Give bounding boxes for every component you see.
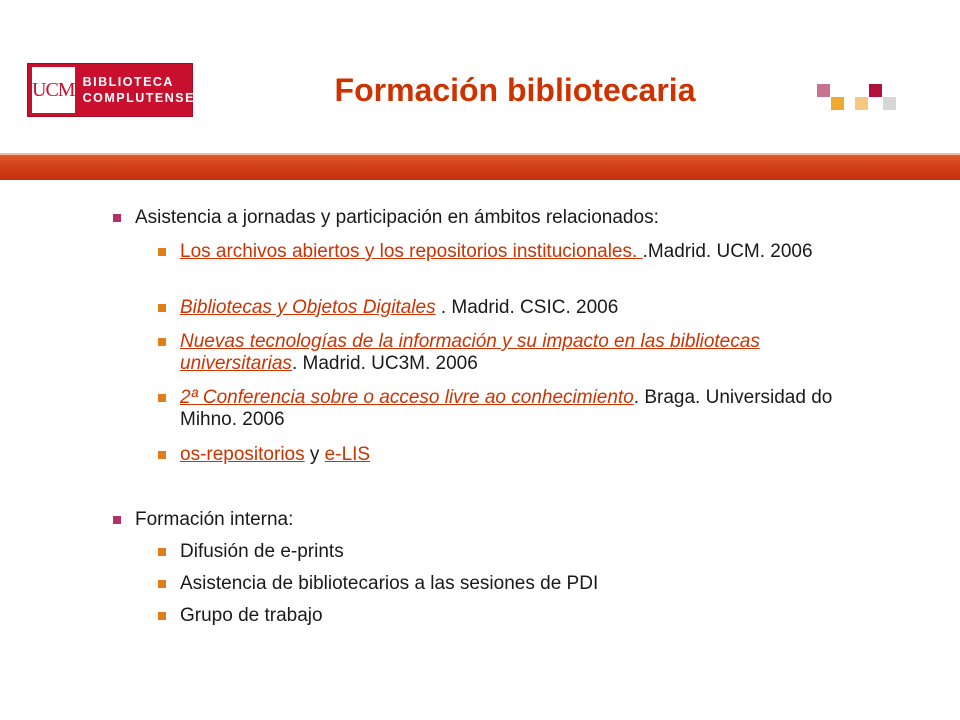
bullet-icon: [158, 451, 166, 459]
item-separator: y: [304, 444, 325, 465]
item-detail: . Madrid. CSIC. 2006: [435, 297, 619, 318]
list-item: [158, 605, 848, 627]
item-text: Difusión de e-prints: [180, 541, 344, 562]
logo-line-2: COMPLUTENSE: [82, 91, 195, 105]
link-bibliotecas-objetos-digitales[interactable]: Bibliotecas y Objetos Digitales: [180, 297, 436, 318]
link-archivos-abiertos[interactable]: Los archivos abiertos y los repositorios institucionales.: [180, 241, 643, 262]
section1-heading: Asistencia a jornadas y participación en ámbitos relacionados:: [135, 207, 659, 228]
bullet-icon: [158, 612, 166, 620]
list-item: [158, 331, 848, 375]
item-text: [180, 444, 848, 466]
item-detail: . Madrid. UC3M. 2006: [291, 353, 478, 374]
item-text: [180, 387, 848, 431]
section2-heading: Formación interna:: [135, 509, 294, 530]
bullet-icon: [158, 338, 166, 346]
item-text: [180, 297, 848, 319]
logo-line-1: BIBLIOTECA: [82, 75, 174, 89]
bullet-icon: [113, 214, 121, 222]
list-item: [158, 541, 848, 563]
link-os-repositorios[interactable]: os-repositorios: [180, 444, 305, 465]
bullet-icon: [158, 394, 166, 402]
item-detail: . Braga. Universidad do Mihno. 2006: [180, 387, 833, 430]
list-item: [158, 297, 848, 319]
list-item-section1: [113, 207, 833, 229]
bullet-icon: [113, 516, 121, 524]
ucm-logo-mark: UCM: [32, 67, 75, 113]
link-conferencia-acceso-livre[interactable]: 2ª Conferencia sobre o acceso livre ao conhecimiento: [180, 387, 634, 408]
list-item: [158, 387, 848, 431]
item-detail: .Madrid. UCM. 2006: [642, 241, 813, 262]
list-item: [158, 241, 848, 263]
list-item: [158, 573, 848, 595]
list-item-section2: [113, 509, 833, 531]
bullet-icon: [158, 248, 166, 256]
list-item: [158, 444, 848, 466]
link-nuevas-tecnologias[interactable]: Nuevas tecnologías de la información y su impacto en las bibliotecas universitarias: [180, 331, 760, 374]
bullet-icon: [158, 304, 166, 312]
item-text: Asistencia de bibliotecarios a las sesiones de PDI: [180, 573, 599, 594]
page-title: Formación bibliotecaria: [334, 72, 696, 108]
item-text: [180, 331, 848, 375]
bullet-icon: [158, 580, 166, 588]
item-text: Grupo de trabajo: [180, 605, 323, 626]
item-text: [180, 241, 848, 263]
link-e-lis[interactable]: e-LIS: [324, 444, 371, 465]
bullet-icon: [158, 548, 166, 556]
